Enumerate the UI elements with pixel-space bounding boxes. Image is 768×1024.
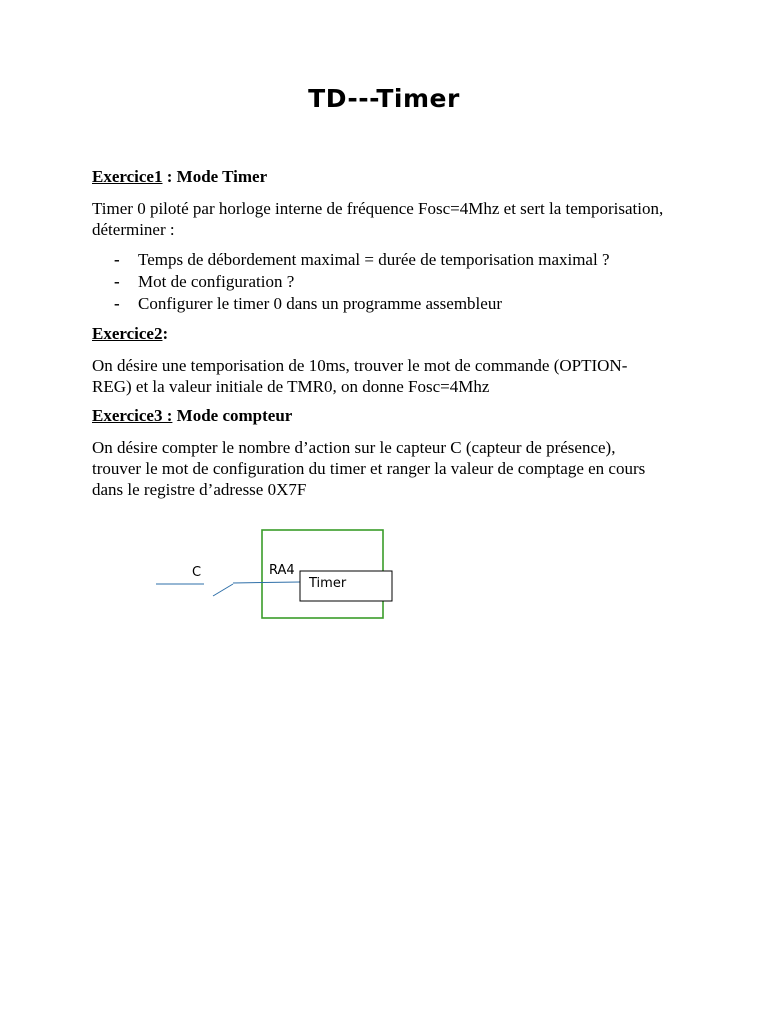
switch-lever bbox=[213, 584, 233, 596]
sensor-c-label: C bbox=[192, 565, 202, 580]
bullet-text: Mot de configuration ? bbox=[138, 272, 295, 291]
bullet-marker: - bbox=[114, 294, 120, 313]
bullet-marker: - bbox=[114, 250, 120, 269]
exercise2-heading-label: Exercice2 bbox=[92, 324, 163, 343]
exercise2-paragraph: On désire une temporisation de 10ms, trouver le mot de commande (OPTION-REG) et la valeur initiale de TMR0, on donne Fosc=4Mhz bbox=[92, 356, 628, 396]
exercise1-paragraph: Timer 0 piloté par horloge interne de fréquence Fosc=4Mhz et sert la temporisation, déterminer : bbox=[92, 199, 664, 239]
bullet-marker: - bbox=[114, 272, 120, 291]
exercise2-heading-suffix: : bbox=[162, 324, 169, 343]
exercise1-heading-subtitle: : Mode Timer bbox=[162, 167, 268, 186]
exercise3-heading-subtitle: Mode compteur bbox=[172, 406, 293, 425]
exercise3-paragraph: On désire compter le nombre d’action sur le capteur C (capteur de présence), trouver le mot de configuration du timer et ranger la valeur de comptage en cours dans le registre d’adresse 0X7F bbox=[92, 438, 646, 499]
page-title: TD---Timer bbox=[308, 84, 460, 113]
timer-block-label: Timer bbox=[309, 576, 347, 591]
ra4-pin-label: RA4 bbox=[269, 563, 295, 578]
ra4-wire bbox=[233, 582, 300, 583]
bullet-text: Temps de débordement maximal = durée de temporisation maximal ? bbox=[138, 250, 610, 269]
bullet-text: Configurer le timer 0 dans un programme assembleur bbox=[138, 294, 502, 313]
exercise1-heading-label: Exercice1 bbox=[92, 167, 163, 186]
exercise3-heading-label: Exercice3 : bbox=[92, 406, 173, 425]
